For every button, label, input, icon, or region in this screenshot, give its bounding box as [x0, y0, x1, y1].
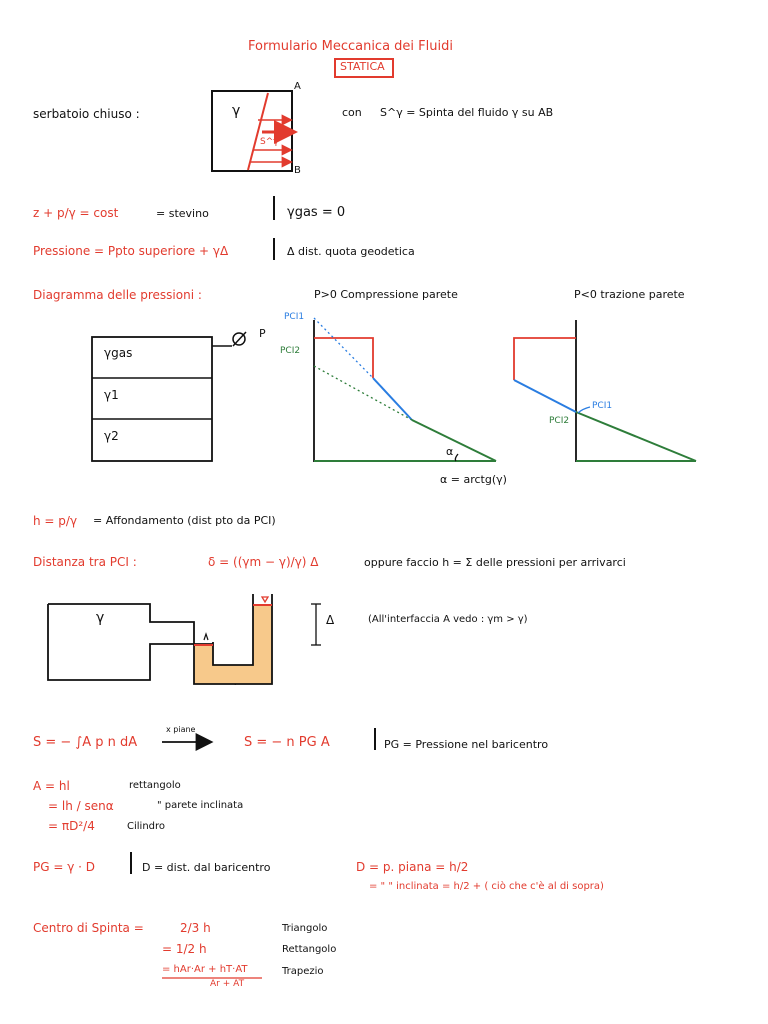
- pg-d-def: D = dist. dal baricentro: [142, 861, 271, 874]
- layer-1: γ1: [104, 388, 119, 402]
- distanza-label: Distanza tra PCI :: [33, 555, 137, 569]
- negative-label: P<0 trazione parete: [574, 288, 685, 301]
- spinta-result: S = − n PG A: [244, 735, 330, 750]
- centro-n2: Rettangolo: [282, 944, 337, 955]
- area-2: = lh / senα: [48, 799, 114, 813]
- manometer-gamma: γ: [96, 610, 105, 626]
- pg-eq: PG = γ · D: [33, 860, 96, 874]
- gas-pressure-neg: [514, 338, 576, 380]
- layer2-pressure-neg: [576, 412, 696, 461]
- alpha-def: α = arctg(γ): [440, 473, 507, 486]
- pci2-projection: [314, 366, 412, 420]
- pci2-label: PCI2: [280, 346, 301, 356]
- layer2-pressure: [412, 420, 496, 461]
- p-symbol: P: [259, 327, 266, 340]
- centro-label: Centro di Spinta =: [33, 921, 144, 935]
- thrust-label: S^γ: [260, 137, 279, 147]
- pci1-projection: [314, 318, 373, 378]
- serbatoio-label: serbatoio chiuso :: [33, 107, 140, 121]
- gas-zero: γgas = 0: [287, 205, 346, 220]
- pressione-eq: Pressione = Ppto superiore + γΔ: [33, 244, 229, 258]
- centro-v3-den: Ar + AT: [210, 979, 245, 989]
- pci1-label-neg: PCI1: [592, 401, 613, 411]
- stratified-tank: [92, 337, 212, 461]
- delta-def: Δ dist. quota geodetica: [287, 245, 415, 258]
- stevino-name: = stevino: [156, 207, 209, 220]
- centro-v2: = 1/2 h: [162, 942, 207, 956]
- alpha-arc: [455, 454, 458, 461]
- spinta-integral: S = − ∫A p n dA: [33, 735, 138, 750]
- free-surface-icon: [262, 597, 268, 602]
- interface-a-icon: [204, 634, 208, 640]
- corner-b: B: [294, 165, 301, 176]
- spinta-arrow-label: x piane: [166, 725, 196, 734]
- page-title: Formulario Meccanica dei Fluidi: [248, 39, 453, 54]
- distanza-eq: δ = ((γm − γ)/γ) Δ: [208, 555, 319, 569]
- layer-gas: γgas: [104, 346, 133, 360]
- centro-n1: Triangolo: [282, 923, 328, 934]
- pci1-label: PCI1: [284, 312, 305, 322]
- area-3-note: Cilindro: [127, 821, 166, 832]
- pg-d1: D = p. piana = h/2: [356, 860, 469, 874]
- pg-d2: = " " inclinata = h/2 + ( ciò che c'è al di sopra): [369, 881, 604, 892]
- affondamento-eq: h = p/γ: [33, 514, 78, 528]
- pci1-pointer: [578, 407, 590, 413]
- manometer-delta: Δ: [326, 613, 335, 627]
- area-1-note: rettangolo: [129, 780, 181, 791]
- centro-v1: 2/3 h: [180, 921, 211, 935]
- distanza-alt: oppure faccio h = Σ delle pressioni per arrivarci: [364, 556, 626, 569]
- centro-v3-num: = hAr·Ar + hT·AT: [162, 964, 248, 975]
- diagramma-title: Diagramma delle pressioni :: [33, 288, 202, 302]
- alpha-mark: α: [446, 445, 454, 458]
- pg-definition: PG = Pressione nel baricentro: [384, 738, 549, 751]
- layer1-pressure: [373, 378, 412, 420]
- manometer-note: (All'interfaccia A vedo : γm > γ): [368, 614, 528, 625]
- layer-2: γ2: [104, 429, 119, 443]
- layer1-pressure-neg: [514, 380, 576, 412]
- gas-pressure: [314, 338, 373, 378]
- note-prefix: con: [342, 106, 362, 119]
- corner-a: A: [294, 81, 301, 92]
- centro-n3: Trapezio: [282, 966, 324, 977]
- area-1: A = hl: [33, 779, 70, 793]
- stevino-eq: z + p/γ = cost: [33, 206, 119, 220]
- tank-gamma: γ: [232, 103, 241, 119]
- section-title: STATICA: [340, 60, 385, 73]
- area-3: = πD²/4: [48, 819, 95, 833]
- area-2-note: " parete inclinata: [157, 800, 244, 811]
- pci2-label-neg: PCI2: [549, 416, 570, 426]
- positive-label: P>0 Compressione parete: [314, 288, 458, 301]
- thrust-note: S^γ = Spinta del fluido γ su AB: [380, 106, 554, 119]
- affondamento-text: = Affondamento (dist pto da PCI): [93, 514, 276, 527]
